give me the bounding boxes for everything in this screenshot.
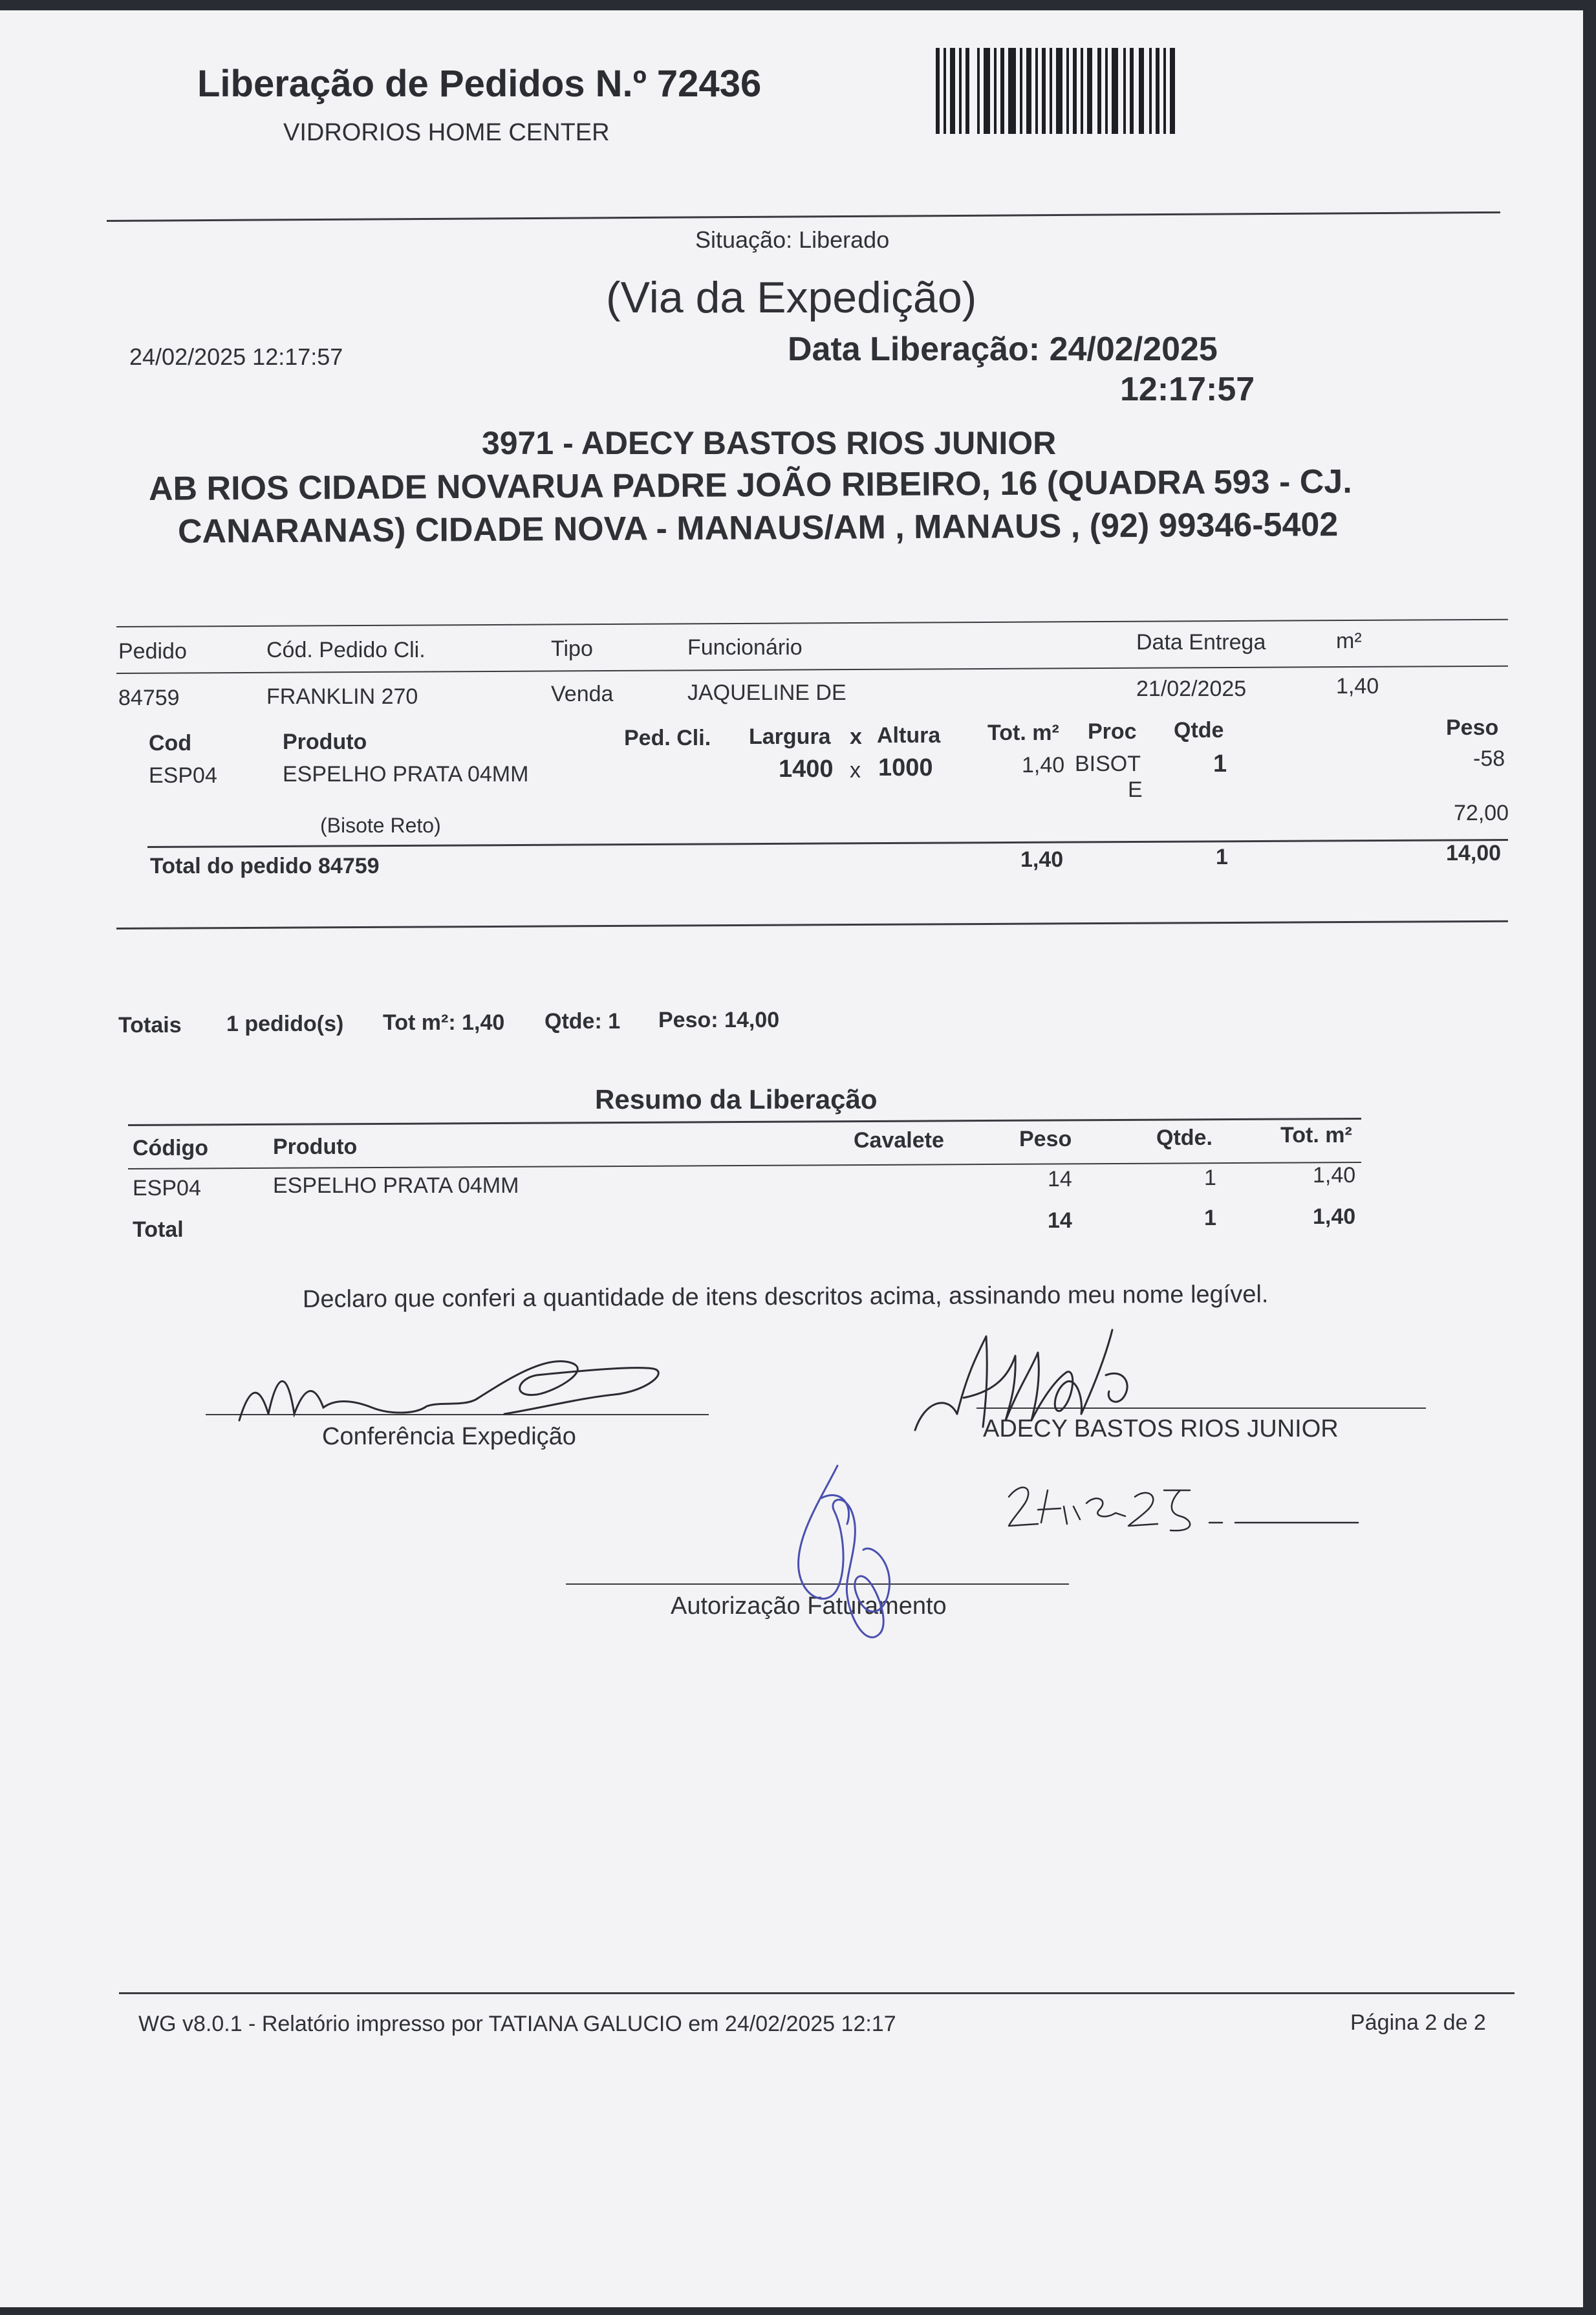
order-table-top-rule xyxy=(116,619,1508,627)
declaration-text: Declaro que conferi a quantidade de itens descritos acima, assinando meu nome legível. xyxy=(302,1281,1269,1313)
order-employee: JAQUELINE DE xyxy=(687,680,847,705)
item-weight: -58 xyxy=(1473,746,1505,771)
item-height: 1000 xyxy=(878,754,933,781)
order-total-weight: 14,00 xyxy=(1446,841,1502,865)
customer-name: 3971 - ADECY BASTOS RIOS JUNIOR xyxy=(482,425,1057,461)
document-page xyxy=(0,10,1583,2307)
release-date: Data Liberação: 24/02/2025 xyxy=(788,331,1218,368)
summary-total-qty: 1 xyxy=(1204,1206,1216,1230)
item-note: (Bisote Reto) xyxy=(320,814,441,837)
footer-page-number: Página 2 de 2 xyxy=(1350,2010,1486,2035)
col-header-cod-pedido-cli: Cód. Pedido Cli. xyxy=(266,638,426,662)
col-header-data-entrega: Data Entrega xyxy=(1136,630,1266,655)
company-name: VIDRORIOS HOME CENTER xyxy=(283,119,610,146)
copy-label: (Via da Expedição) xyxy=(606,273,977,322)
totals-m2: Tot m²: 1,40 xyxy=(383,1010,505,1035)
customer-address-line-2: CANARANAS) CIDADE NOVA - MANAUS/AM , MANAUS , (92) 99346-5402 xyxy=(177,506,1339,550)
col-header-tipo: Tipo xyxy=(551,636,593,661)
summary-row-m2: 1,40 xyxy=(1313,1163,1356,1188)
release-time: 12:17:57 xyxy=(1120,371,1255,408)
item-header-peso: Peso xyxy=(1446,715,1499,740)
summary-title: Resumo da Liberação xyxy=(595,1084,878,1114)
order-delivery-date: 21/02/2025 xyxy=(1136,677,1247,701)
item-header-tot-m2: Tot. m² xyxy=(987,721,1059,745)
item-header-cod: Cod xyxy=(149,731,192,755)
summary-header-qtde: Qtde. xyxy=(1156,1125,1213,1150)
document-title: Liberação de Pedidos N.º 72436 xyxy=(197,63,762,105)
item-code: ESP04 xyxy=(149,763,217,788)
handwritten-signature-cliente xyxy=(912,1317,1145,1440)
item-header-ped-cli: Ped. Cli. xyxy=(624,726,711,750)
item-header-x: x xyxy=(850,724,862,749)
order-section-bottom-rule xyxy=(116,920,1508,929)
status-text: Situação: Liberado xyxy=(695,226,890,253)
summary-header-codigo: Código xyxy=(133,1136,209,1160)
order-type: Venda xyxy=(551,682,614,706)
order-table-header-rule xyxy=(116,666,1508,674)
order-number: 84759 xyxy=(118,686,180,710)
col-header-pedido: Pedido xyxy=(118,639,187,664)
handwritten-date xyxy=(1002,1477,1364,1536)
order-m2: 1,40 xyxy=(1336,674,1379,699)
summary-row-product: ESPELHO PRATA 04MM xyxy=(273,1173,519,1198)
totals-label: Totais xyxy=(118,1013,182,1038)
customer-address-line-1: AB RIOS CIDADE NOVARUA PADRE JOÃO RIBEIRO, 16 (QUADRA 593 - CJ. xyxy=(148,462,1352,508)
summary-header-cavalete: Cavalete xyxy=(854,1128,944,1153)
item-header-largura: Largura xyxy=(749,724,831,749)
col-header-funcionario: Funcionário xyxy=(687,635,803,660)
signature-label-autorizacao: Autorização Faturamento xyxy=(671,1592,947,1620)
item-qty: 1 xyxy=(1213,750,1227,777)
item-proc-line-2: E xyxy=(1128,777,1143,802)
summary-header-peso: Peso xyxy=(1019,1127,1072,1151)
totals-orders: 1 pedido(s) xyxy=(226,1012,344,1036)
order-total-label: Total do pedido 84759 xyxy=(150,854,380,878)
totals-weight: Peso: 14,00 xyxy=(658,1008,780,1032)
item-header-qtde: Qtde xyxy=(1174,718,1224,743)
handwritten-signature-autorizacao xyxy=(782,1459,899,1653)
summary-total-label: Total xyxy=(133,1217,184,1242)
order-total-qty: 1 xyxy=(1216,845,1228,869)
order-total-rule xyxy=(147,839,1508,848)
signature-label-cliente: ADECY BASTOS RIOS JUNIOR xyxy=(983,1415,1339,1442)
summary-row-code: ESP04 xyxy=(133,1176,201,1201)
item-extra-value: 72,00 xyxy=(1454,801,1509,825)
summary-total-weight: 14 xyxy=(1048,1208,1072,1233)
item-proc-line-1: BISOT xyxy=(1075,752,1141,776)
item-width: 1400 xyxy=(779,755,834,783)
col-header-m2: m² xyxy=(1336,629,1362,653)
item-x: x xyxy=(850,758,861,783)
handwritten-signature-conferencia xyxy=(233,1343,685,1440)
item-tot-m2: 1,40 xyxy=(1022,753,1065,777)
item-header-produto: Produto xyxy=(283,730,367,754)
summary-header-produto: Produto xyxy=(273,1135,358,1159)
summary-header-tot-m2: Tot. m² xyxy=(1280,1123,1352,1147)
barcode xyxy=(936,48,1178,134)
footer-printed-by: WG v8.0.1 - Relatório impresso por TATIANA GALUCIO em 24/02/2025 12:17 xyxy=(138,2012,896,2036)
item-header-proc: Proc xyxy=(1088,719,1137,744)
order-total-m2: 1,40 xyxy=(1020,847,1064,872)
summary-row-qty: 1 xyxy=(1204,1166,1216,1190)
item-header-altura: Altura xyxy=(877,723,941,748)
summary-row-weight: 14 xyxy=(1048,1167,1072,1191)
item-product: ESPELHO PRATA 04MM xyxy=(283,762,529,787)
totals-qty: Qtde: 1 xyxy=(545,1009,621,1034)
footer-rule xyxy=(119,1992,1515,1994)
summary-header-rule xyxy=(128,1162,1361,1169)
order-client-code: FRANKLIN 270 xyxy=(266,684,418,709)
signature-label-conferencia: Conferência Expedição xyxy=(322,1423,576,1450)
summary-total-m2: 1,40 xyxy=(1313,1204,1356,1229)
print-datetime: 24/02/2025 12:17:57 xyxy=(129,343,343,370)
header-rule xyxy=(107,212,1500,222)
